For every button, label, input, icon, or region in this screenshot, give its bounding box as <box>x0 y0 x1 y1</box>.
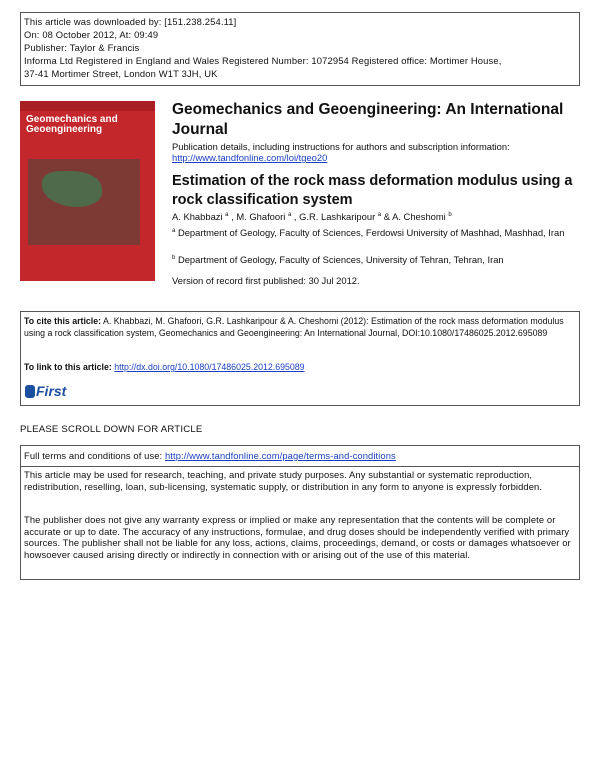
journal-url-link[interactable]: http://www.tandfonline.com/loi/tgeo20 <box>172 152 328 163</box>
ifirst-logo-mark <box>25 385 35 398</box>
terms-paragraph-1: This article may be used for research, teaching, and private study purposes. Any substantial or systematic reproduction, redistribution, reselling, loan, sub-licensing, systematic supply, or distribution in any form to anyone is expressly forbidden. <box>24 469 543 492</box>
citation-box <box>20 311 580 406</box>
publication-details <box>172 141 510 163</box>
author-list: A. Khabbazi $^a$ , M. Ghafoori $^a$ , G.R. Lashkaripour $^a$ & A. Cheshomi $^b$ <box>172 211 452 222</box>
registration-line: Informa Ltd Registered in England and Wales Registered Number: 1072954 Registered office: Mortimer House, <box>24 55 502 66</box>
cover-title: Geomechanics and Geoengineering <box>26 114 118 135</box>
link-label: To link to this article: <box>24 362 112 372</box>
affiliation-text: Department of Geology, Faculty of Sciences, Ferdowsi University of Mashhad, Mashhad, Iran <box>177 227 565 238</box>
author-name: G.R. Lashkaripour <box>299 211 376 222</box>
publication-details-text: Publication details, including instructions for authors and subscription information: <box>172 141 510 152</box>
address-line: 37-41 Mortimer Street, London W1T 3JH, UK <box>24 68 218 79</box>
journal-cover-image <box>20 101 155 281</box>
ifirst-logo-text: First <box>36 383 67 399</box>
cite-text: A. Khabbazi, M. Ghafoori, G.R. Lashkaripour & A. Cheshomi (2012): Estimation of the rock mass deformation modulus using a rock classification system, Geomechanics and Geoengineering: An International Journal, DOI:10.1080/17486025.2012.695089 <box>24 316 564 338</box>
ifirst-logo <box>25 383 66 399</box>
journal-title: Geomechanics and Geoengineering: An International Journal <box>172 101 564 138</box>
author-affiliation-mark: a <box>287 212 292 218</box>
terms-intro-line <box>24 450 576 462</box>
affiliation-a <box>172 225 572 239</box>
download-date-line: On: 08 October 2012, At: 09:49 <box>24 29 159 40</box>
affiliation-b <box>172 252 572 266</box>
author-affiliation-mark: b <box>448 212 452 218</box>
article-title: Estimation of the rock mass deformation modulus using a rock classification system <box>172 173 573 208</box>
citation-text <box>24 316 574 339</box>
author-affiliation-mark: a <box>225 212 229 218</box>
terms-intro: Full terms and conditions of use: <box>24 450 163 461</box>
doi-link[interactable]: http://dx.doi.org/10.1080/17486025.2012.695089 <box>114 362 305 372</box>
affiliation-mark: b <box>172 255 176 261</box>
author-name: A. Cheshomi <box>392 211 446 222</box>
author-name: A. Khabbazi <box>172 211 223 222</box>
terms-link[interactable]: http://www.tandfonline.com/page/terms-and-conditions <box>164 450 396 461</box>
cite-label: To cite this article: <box>24 316 102 326</box>
publisher-line: Publisher: Taylor & Francis <box>24 42 140 53</box>
cover-band <box>20 101 155 111</box>
link-line <box>24 362 574 374</box>
affiliation-mark: a <box>172 228 176 234</box>
affiliation-text: Department of Geology, Faculty of Sciences, University of Tehran, Tehran, Iran <box>177 254 504 265</box>
download-info-box <box>20 12 580 86</box>
author-affiliation-mark: a <box>377 212 382 218</box>
download-ip-line: This article was downloaded by: [151.238.254.11] <box>24 16 237 27</box>
author-name: M. Ghafoori <box>236 211 286 222</box>
terms-box <box>20 445 580 580</box>
scroll-down-notice: PLEASE SCROLL DOWN FOR ARTICLE <box>20 424 203 435</box>
version-of-record: Version of record first published: 30 Jul 2012. <box>172 275 360 286</box>
terms-divider <box>21 466 579 467</box>
terms-paragraph-2: The publisher does not give any warranty express or implied or make any representation that the contents will be complete or accurate or up to date. The accuracy of any instructions, formulae, and drug doses should be independently verified with primary sources. The publisher shall not be liable for any loss, actions, claims, proceedings, demand, or costs or damages whatsoever or howsoever caused arising directly or indirectly in connection with or arising out of the use of this material. <box>24 514 571 560</box>
